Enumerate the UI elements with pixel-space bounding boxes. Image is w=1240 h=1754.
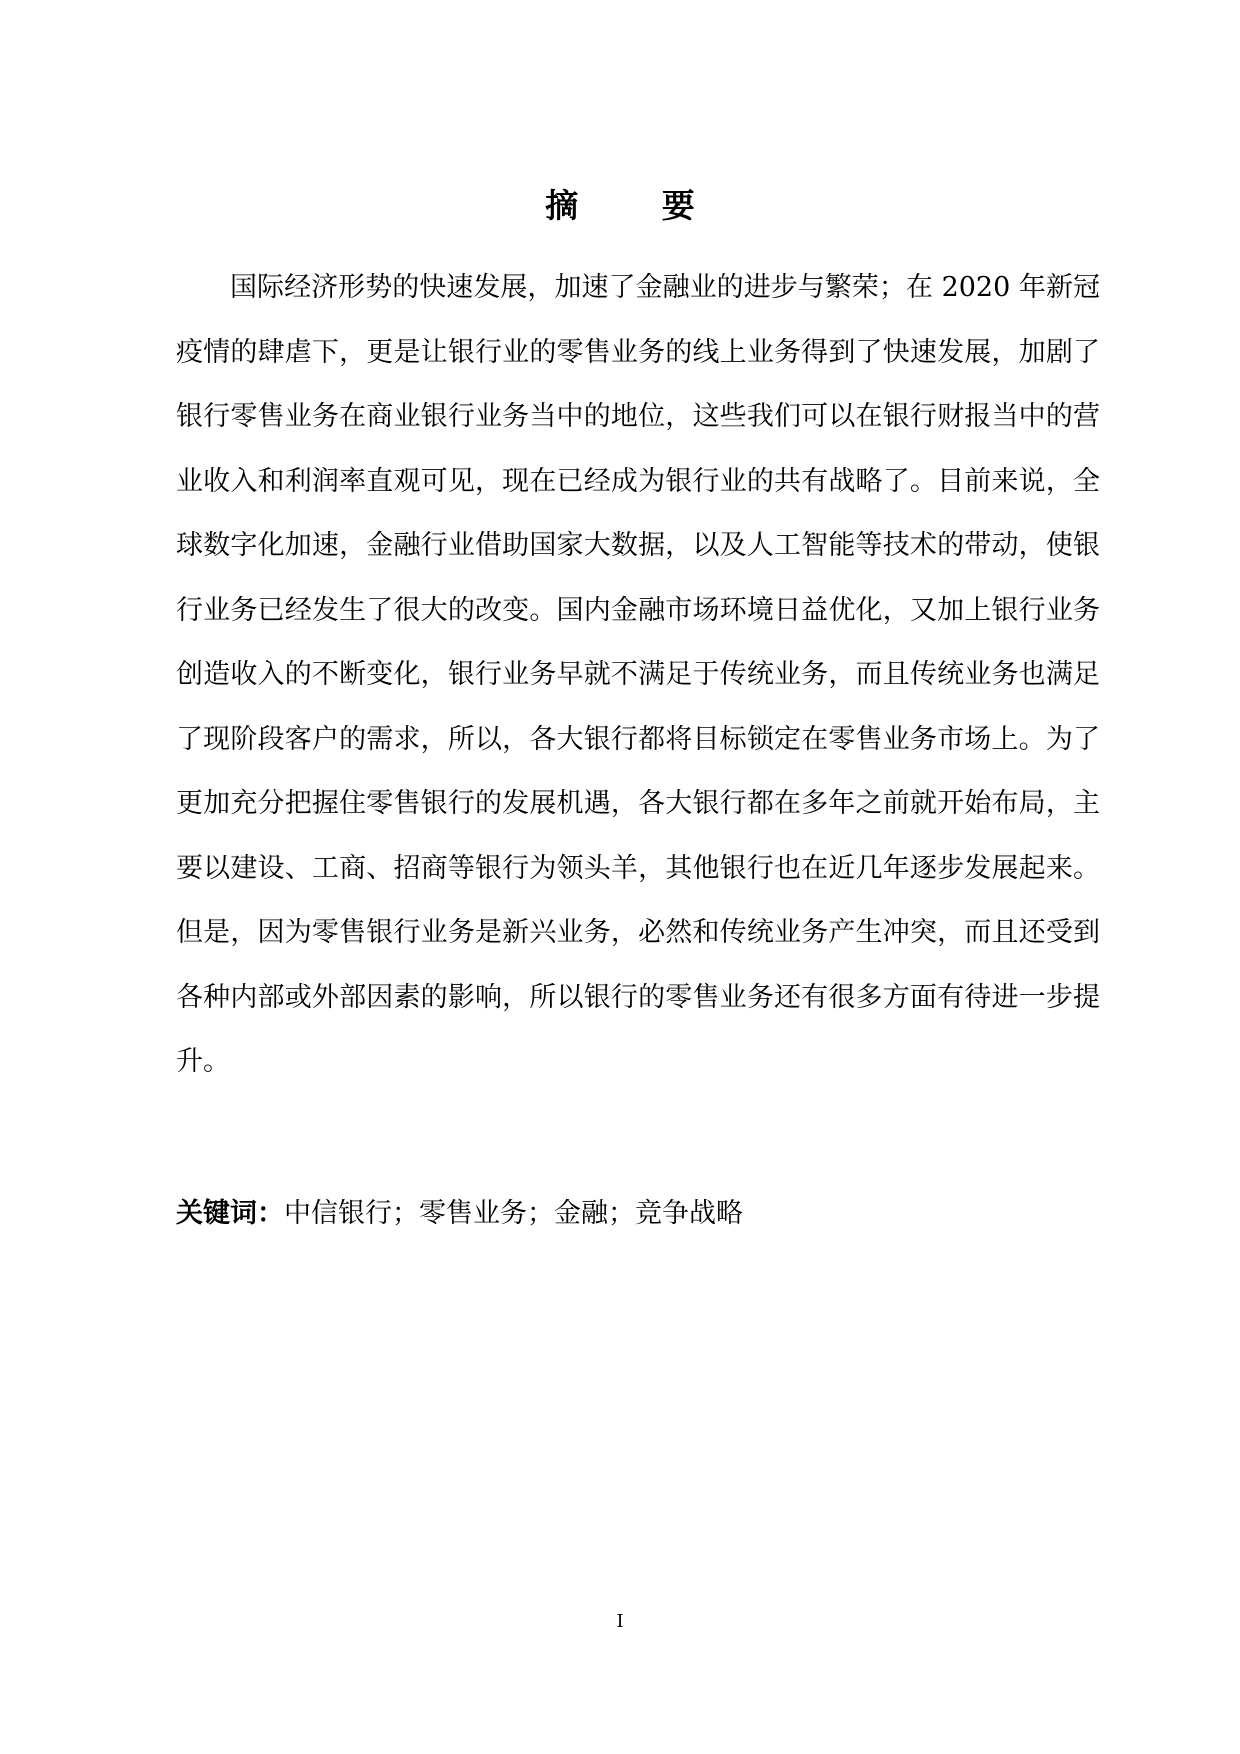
page-title: 摘 要 bbox=[545, 186, 731, 225]
keywords-text: 中信银行；零售业务；金融；竞争战略 bbox=[284, 1198, 743, 1229]
page-number: I bbox=[616, 1611, 624, 1632]
abstract-paragraph: 国际经济形势的快速发展，加速了金融业的进步与繁荣；在 2020 年新冠疫情的肆虐下，更是让银行业的零售业务的线上业务得到了快速发展，加剧了银行零售业务在商业银行业务当中的地位，这些我们可以在银行财报当中的营业收入和利润率直观可见，现在已经成为银行业的共有战略了。目前来说，全球数字化加速，金融行业借助国家大数据，以及人工智能等技术的带动，使银行业务已经发生了很大的改变。国内金融市场环境日益优化，又加上银行业务创造收入的不断变化，银行业务早就不满足于传统业务，而且传统业务也满足了现阶段客户的需求，所以，各大银行都将目标锁定在零售业务市场上。为了更加充分把握住零售银行的发展机遇，各大银行都在多年之前就开始布局，主要以建设、工商、招商等银行为领头羊，其他银行也在近几年逐步发展起来。但是，因为零售银行业务是新兴业务，必然和传统业务产生冲突，而且还受到各种内部或外部因素的影响，所以银行的零售业务还有很多方面有待进一步提升。 bbox=[176, 272, 1100, 1077]
keywords-label: 关键词： bbox=[176, 1198, 284, 1229]
keywords-line bbox=[176, 1194, 1100, 1234]
